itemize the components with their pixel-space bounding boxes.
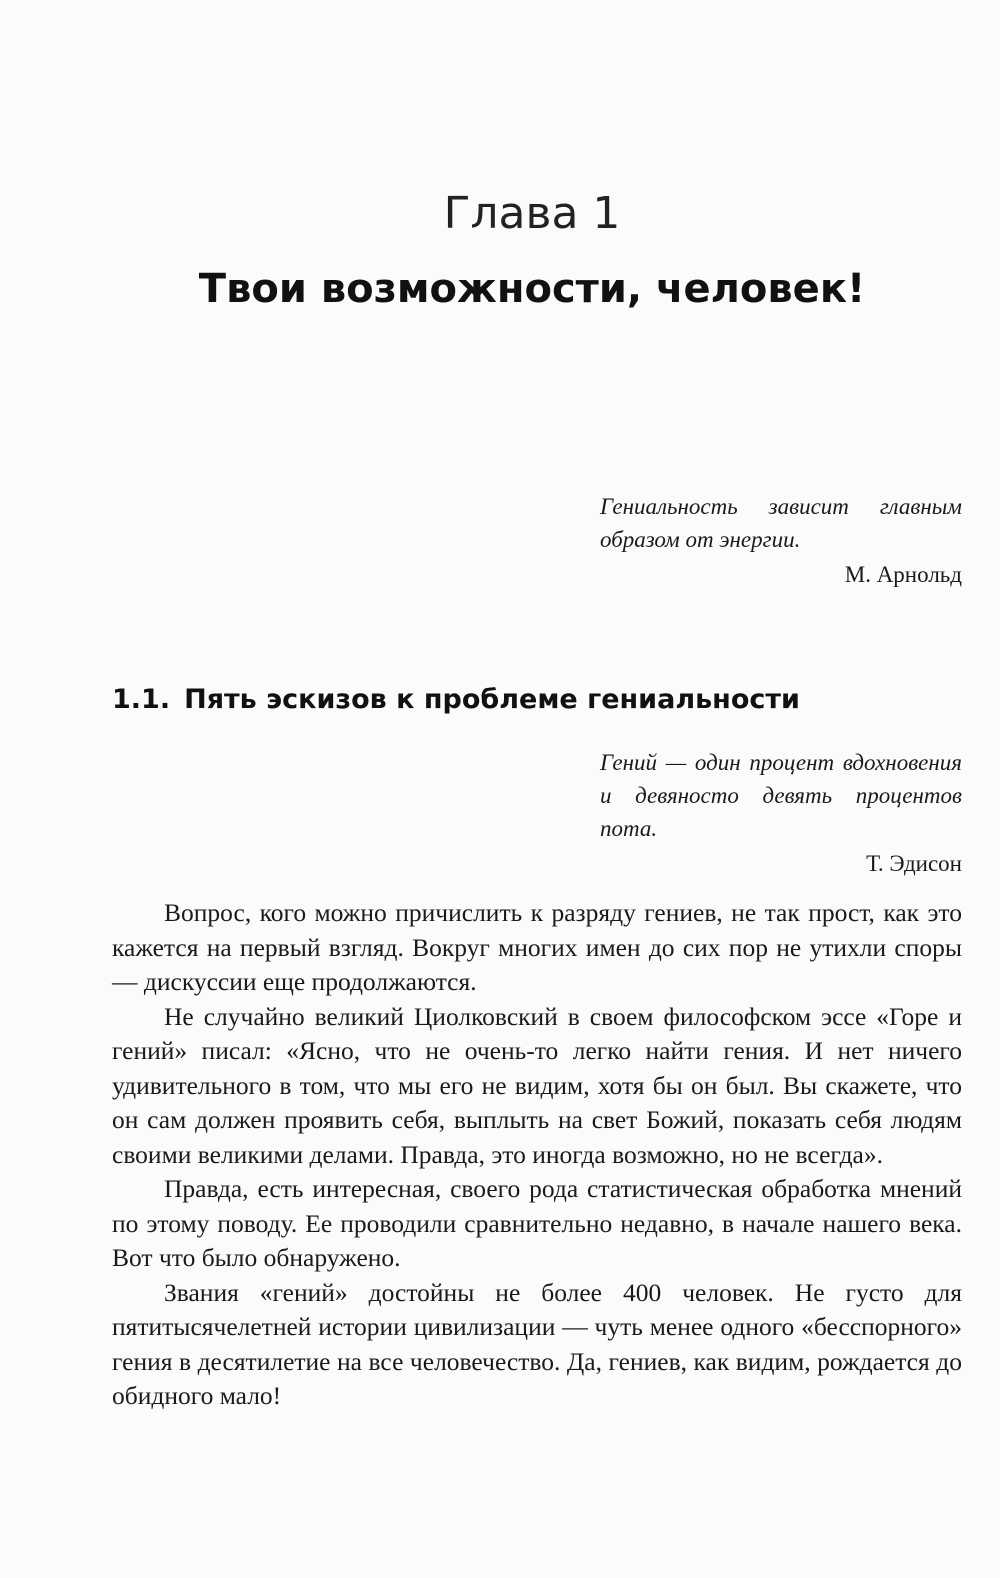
epigraph-author: М. Арнольд xyxy=(844,562,962,587)
paragraph: Правда, есть интересная, своего рода статистическая обработка мнений по этому поводу. Ее проводили сравнительно недавно, в начале нашего века. Вот что было обнаружено. xyxy=(112,1174,962,1272)
chapter-title: Твои возможности, человек! xyxy=(198,266,866,312)
section-heading xyxy=(112,684,912,715)
paragraph: Не случайно великий Циолковский в своем философском эссе «Горе и гений» писал: «Ясно, что не очень-то легко найти гения. И нет ничего удивительного в том, что мы его не видим, хотя бы он был. Вы скажете, что он сам должен проявить себя, выплыть на свет Божий, показать себя людям своими великими делами. Правда, это иногда возможно, но не всегда». xyxy=(112,1001,962,1169)
body-text xyxy=(112,896,962,1414)
chapter-label: Глава 1 xyxy=(443,188,621,239)
section-number: 1.1. xyxy=(112,684,171,715)
epigraph-quote: Гений — один процент вдохновения и девяносто девять процентов пота. xyxy=(600,750,962,841)
paragraph: Звания «гений» достойны не более 400 человек. Не густо для пятитысячелетней истории цивилизации — чуть менее одного «бесспорного» гения в десятилетие на все человечество. Да, гениев, как видим, рождается до обидного мало! xyxy=(112,1277,962,1410)
epigraph-1 xyxy=(600,490,962,591)
section-title: Пять эскизов к проблеме гениальности xyxy=(184,684,800,715)
epigraph-quote: Гениальность зависит главным образом от энергии. xyxy=(600,494,962,552)
paragraph: Вопрос, кого можно причислить к разряду гениев, не так прост, как это кажется на первый взгляд. Вокруг многих имен до сих пор не утихли споры — дискуссии еще продолжаются. xyxy=(112,898,962,996)
epigraph-2 xyxy=(600,746,962,880)
epigraph-author: Т. Эдисон xyxy=(866,851,962,876)
